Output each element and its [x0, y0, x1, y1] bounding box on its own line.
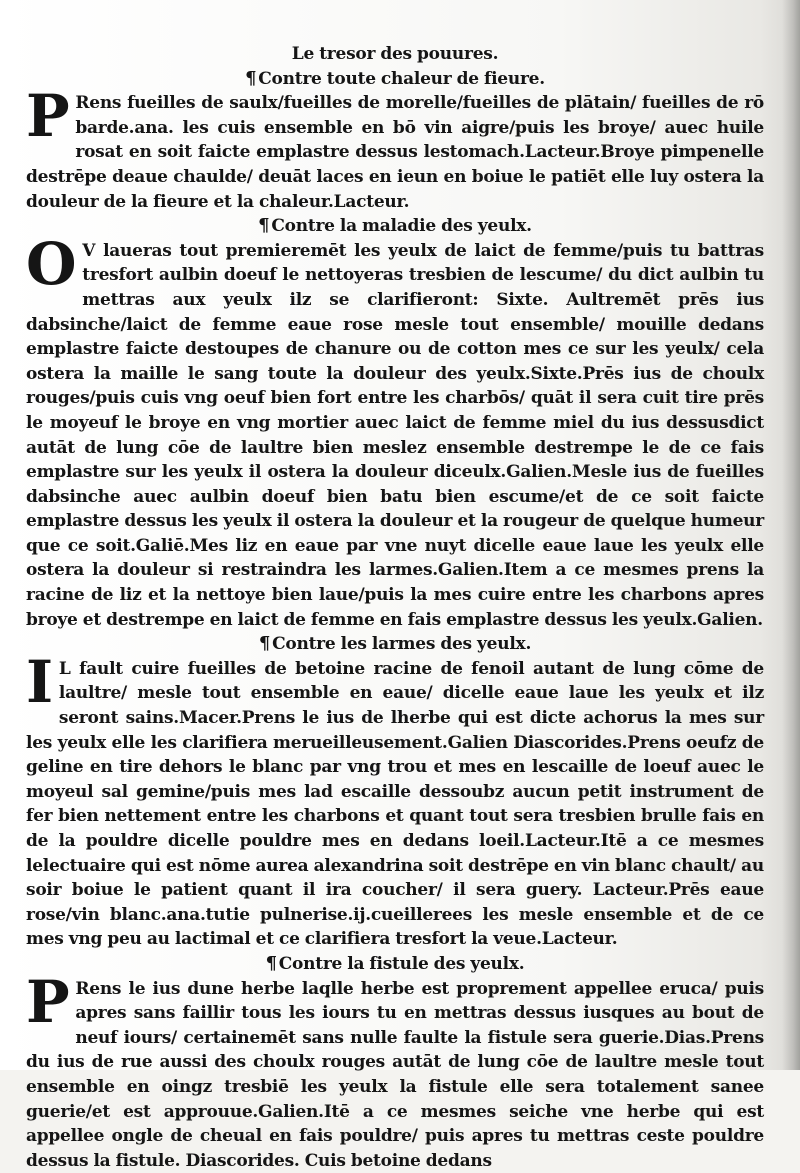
drop-cap: O	[26, 229, 77, 298]
paragraph-tears: I L fault cuire fueilles de betoine racine de fenoil autant de lung cōme de laultre/ mesle tout ensemble en eaue/ dicelle eaue laue les yeulx et ilz seront sains.Macer.Prens le ius de lherbe qui est dicte achorus la mes sur les yeulx elle les clarifiera merueilleusement.Galien Diascorides.Prens oeufz de geline en tire dehors le blanc par vng trou et mes en lescaille de loeuf auec le moyeul sal gemine/puis mes lad escaille dessoubz aucun petit instrument de fer bien nettement entre les charbons et quant tout sera tresbien brulle fais en de la pouldre dicelle pouldre mes en dedans loeil.Lacteur.Itē a ce mesmes lelectuaire qui est nōme aurea alexandrina soit destrēpe en vin blanc chault/ au soir boiue le patient quant il ira coucher/ il sera guery. Lacteur.Prēs eaue rose/vin blanc.ana.tutie pulnerise.ij.cueillerees les mesle ensemble et de ce mes vng peu au lactimal et ce clarifiera tresfort la veue.Lacteur.	[26, 647, 764, 950]
drop-cap: P	[26, 82, 70, 151]
page-gutter-shadow	[782, 0, 800, 1070]
section-heading-fistula: ¶ Contre la fistule des yeulx.	[265, 952, 525, 974]
paragraph-fever: P Rens fueilles de saulx/fueilles de morelle/fueilles de plātain/ fueilles de rō barde.ana. les cuis ensemble en bō vin aigre/puis les broye/ auec huile rosat en soit faicte emplastre dessus lestomach.Lacteur.Broye pimpenelle destrēpe deaue chaulde/ deuāt laces en ieun en boiue le patiēt elle luy ostera la douleur de la fieure et la chaleur.Lacteur.	[26, 82, 764, 212]
paragraph-eyes: O V laueras tout premieremēt les yeulx de laict de femme/puis tu battras tresfort aulbin doeuf le nettoyeras tresbien de lescume/ du dict aulbin tu mettras aux yeulx ilz se clarifieront: Sixte. Aultremēt prēs ius dabsinche/laict de femme eaue rose mesle tout ensemble/ mouille dedans emplastre faicte destoupes de chanure ou de cotton mes ce sur les yeulx/ cela ostera la maille le sang toute la douleur des yeulx.Sixte.Prēs ius de choulx rouges/puis cuis vng oeuf bien fort entre les charbōs/ quāt il sera cuit tire prēs le moyeuf le broye en vng mortier auec laict de femme miel du ius dessusdict autāt de lung cōe de laultre bien meslez ensemble destrempe le de ce fais emplastre sur les yeulx il ostera la douleur diceulx.Galien.Mesle ius de fueilles dabsinche auec aulbin doeuf bien batu bien escume/et de ce soit faicte emplastre dessus les yeulx il ostera la douleur et la rougeur de quelque humeur que ce soit.Galiē.Mes liz en eaue par vne nuyt dicelle eaue laue les yeulx elle ostera la douleur si restraindra les larmes.Galien.Item a ce mesmes prens la racine de liz et la nettoye bien laue/puis la mes cuire entre les charbons apres broye et destrempe en laict de femme en fais emplastre dessus les yeulx.Galien.	[26, 229, 764, 630]
pilcrow-icon: ¶	[245, 67, 257, 89]
running-head: Le tresor des pouures.	[291, 44, 499, 64]
pilcrow-icon: ¶	[258, 215, 270, 237]
pilcrow-icon: ¶	[258, 633, 271, 655]
paragraph-fistula: P Rens le ius dune herbe laqlle herbe est proprement appellee eruca/ puis apres sans faillir tous les iours tu en mettras dessus iusques au bout de neuf iours/ certainemēt sans nulle faulte la fistule sera guerie.Dias.Prens du ius de rue aussi des choulx rouges autāt de lung cōe de laultre mesle tout ensemble en oingz tresbiē les yeulx la fistule elle sera totalement sanee guerie/et est approuue.Galien.Itē a ce mesmes seiche vne herbe qui est appellee ongle de cheual en fais pouldre/ puis apres tu mettras ceste pouldre dessus la fistule. Diascorides. Cuis betoine dedans	[26, 967, 764, 1171]
section-heading-eyes: ¶ Contre la maladie des yeulx.	[258, 215, 532, 237]
page-text-block	[26, 42, 764, 1173]
drop-cap: I	[26, 647, 53, 716]
pilcrow-icon: ¶	[265, 952, 277, 974]
section-heading-fever: ¶ Contre toute chaleur de fieure.	[245, 67, 545, 89]
drop-cap: P	[26, 967, 70, 1036]
section-heading-tears: ¶ Contre les larmes des yeulx.	[258, 633, 532, 655]
